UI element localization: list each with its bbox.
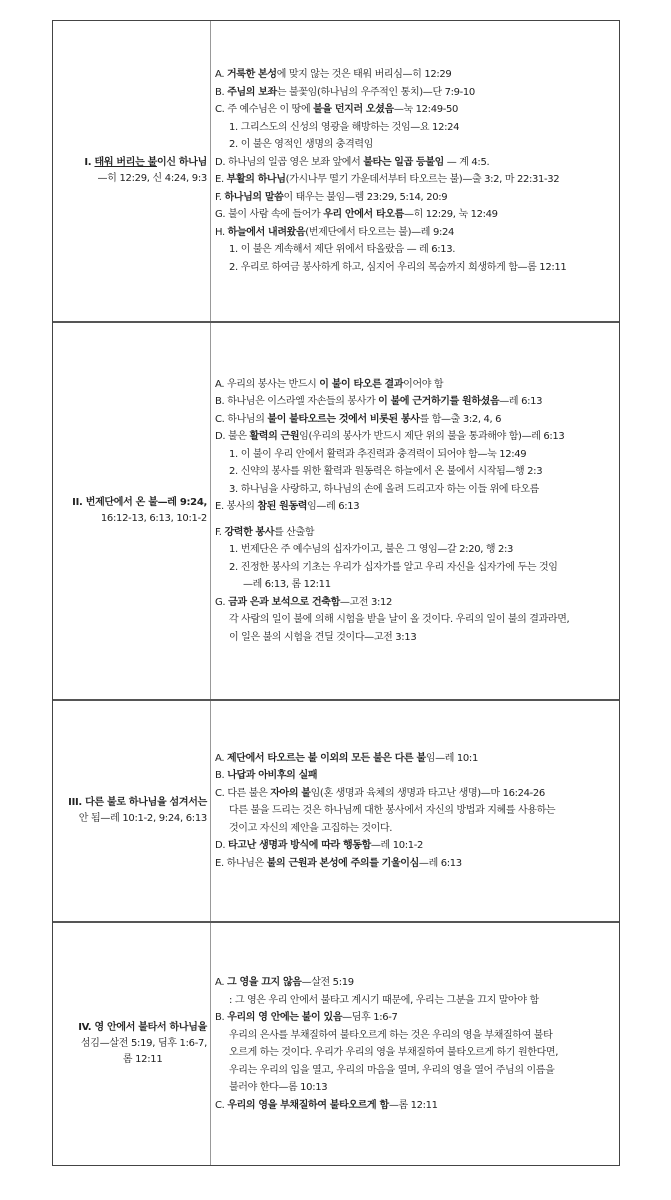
section-heading [68,795,207,827]
item-text: 것이고 자신의 제안을 고집하는 것이다. [229,822,393,834]
item-text: 하나님의 일곱 영은 보좌 앞에서 [228,156,364,168]
item-text: 우리의 은사를 부채질하여 불타오르게 하는 것은 우리의 영을 부채질하여 불타 [229,1029,553,1041]
item-text: 이 불은 계속해서 제단 위에서 타올랐음 — 레 6:13. [240,244,456,255]
item-emphasis: 불타는 일곱 등불임 [363,156,444,168]
outline-continuation [215,802,615,820]
outline-subitem [215,463,615,481]
item-text: 임—레 6:13 [307,501,360,513]
item-text: 다른 불을 드리는 것은 하나님께 대한 봉사에서 자신의 방법과 지혜를 사용하는 [229,805,556,817]
section-row-2 [53,321,619,699]
item-emphasis: 우리 안에서 타오름 [323,209,404,220]
outline-continuation [215,1062,615,1080]
item-label: C. [215,787,225,799]
item-label: 1. [229,244,238,255]
outline-continuation [215,1027,615,1045]
outline-item [215,411,615,429]
outline-item [215,206,615,224]
item-label: H. [215,226,225,238]
outline-item [215,524,615,542]
item-text: 우리로 하여금 봉사하게 하고, 심지어 우리의 목숨까지 희생하게 함—롬 12:11 [240,261,567,273]
item-text: 하나님을 사랑하고, 하나님의 손에 올려 드리고자 하는 이들 위에 타오름 [240,483,539,495]
item-text: —눅 12:49-50 [393,104,458,115]
item-emphasis: 나답과 아비후의 실패 [227,770,318,782]
heading-text: 번제단에서 온 불—레 9:24, [85,497,207,508]
item-text: —레 6:13 [499,396,543,408]
item-text: 불이 사람 속에 들어가 [228,209,324,220]
item-text: —히 12:29, 눅 12:49 [403,209,498,220]
item-label: 2. [229,561,238,573]
section-content-cell [211,323,619,699]
item-label: F. [215,526,222,538]
outline-continuation [215,1079,615,1097]
item-emphasis: 이 불이 타오른 결과 [319,378,404,390]
item-text: 우리는 우리의 입을 열고, 우리의 마음을 열며, 우리의 영을 열어 주님의 이름을 [229,1064,555,1076]
item-label: F. [215,191,222,203]
outline-subitem [215,259,615,277]
item-text: 이 일은 불의 시험을 견딜 것이다—고전 3:13 [229,631,417,643]
section-content-cell [211,701,619,921]
outline-item [215,84,615,102]
item-text: — 계 4:5. [443,156,490,168]
heading-text: 다른 불로 하나님을 섬겨서는 [85,797,207,808]
item-text: 임(우리의 봉사가 반드시 제단 위의 불을 통과해야 함)—레 6:13 [299,431,565,443]
item-emphasis: 참된 원동력 [257,501,308,513]
item-text: 번제단은 주 예수님의 십자가이고, 불은 그 영임—갈 2:20, 행 2:3 [240,544,514,556]
outline-item [215,594,615,612]
outline-item [215,974,615,992]
item-text: —고전 3:12 [339,596,393,608]
item-label: 3. [229,483,238,495]
item-emphasis: 하나님의 말씀 [224,191,284,203]
item-label: E. [215,857,224,869]
outline-item [215,66,615,84]
outline-item [215,1009,615,1027]
section-heading [78,1020,207,1068]
heading-references: —히 12:29, 신 4:24, 9:3 [97,173,207,184]
outline-continuation [215,576,615,594]
section-numeral: III. [68,797,82,808]
item-label: A. [215,69,225,80]
item-label: B. [215,770,225,782]
item-text: 불러야 한다—롬 10:13 [229,1082,328,1093]
item-text: 임—레 10:1 [425,752,478,764]
item-text: —롬 12:11 [388,1099,438,1111]
section-heading-cell [53,21,211,321]
outline-item [215,376,615,394]
item-label: G. [215,596,226,608]
section-heading-cell [53,701,211,921]
heading-text: 이신 하나님 [157,157,207,168]
item-text: 우리의 봉사는 반드시 [227,378,320,390]
outline-continuation [215,611,615,629]
item-label: C. [215,104,225,115]
item-text: 이어야 함 [403,378,444,390]
outline-item [215,189,615,207]
section-content-cell [211,21,619,321]
item-emphasis: 거룩한 본성 [227,69,277,80]
item-text: —레 6:13, 롬 12:11 [243,579,331,591]
outline-continuation [215,820,615,838]
section-row-3 [53,699,619,921]
item-text: —레 6:13 [418,857,462,869]
section-numeral: IV. [78,1022,92,1033]
item-text: 신약의 봉사를 위한 활력과 원동력은 하늘에서 온 불에서 시작됨—행 2:3 [240,466,543,478]
item-label: D. [215,840,226,852]
outline-item [215,837,615,855]
item-label: C. [215,1099,225,1111]
outline-item [215,154,615,172]
item-text: 각 사람의 일이 불에 의해 시험을 받을 날이 올 것이다. 우리의 일이 불의 결과라면, [229,614,570,626]
outline-subitem [215,241,615,259]
item-text: 는 불꽃임(하나님의 우주적인 통치)—단 7:9-10 [276,86,475,98]
outline-item [215,1097,615,1115]
outline-item [215,750,615,768]
item-emphasis: 활력의 근원 [249,431,300,443]
item-text: 그리스도의 신성의 영광을 해방하는 것임—요 12:24 [240,121,460,133]
outline-item [215,171,615,189]
heading-references-continued: 롬 12:11 [122,1054,163,1065]
item-emphasis: 불을 던지러 오셨음 [313,104,394,115]
item-label: A. [215,378,225,390]
item-text: (번제단에서 타오르는 불)—레 9:24 [305,226,455,238]
item-text: 오르게 하는 것이다. 우리가 우리의 영을 부채질하여 불타오르게 하기 원한다면, [229,1047,559,1058]
item-text: (가시나무 떨기 가운데서부터 타오르는 불)—출 3:2, 마 22:31-32 [285,174,560,185]
section-heading [84,155,207,187]
item-label: A. [215,977,225,988]
section-numeral: II. [72,497,83,508]
item-label: 1. [229,121,238,133]
outline-continuation [215,1044,615,1062]
item-text: 이 태우는 불임—렘 23:29, 5:14, 20:9 [283,191,448,203]
item-text: 를 함—출 3:2, 4, 6 [419,413,502,425]
heading-references: 16:12-13, 6:13, 10:1-2 [100,513,207,524]
item-text: 를 산출함 [274,526,315,538]
section-row-4 [53,921,619,1165]
heading-underlined-text: 태워 버리는 불 [94,157,158,168]
outline-continuation [215,992,615,1010]
item-label: 2. [229,139,238,150]
item-text: —레 10:1-2 [370,840,424,852]
item-text: 하나님은 이스라엘 자손들의 봉사가 [227,396,379,408]
outline-subitem [215,119,615,137]
section-heading-cell [53,923,211,1165]
section-heading [72,495,207,527]
item-label: G. [215,209,226,220]
outline-item [215,224,615,242]
heading-references: 안 됨—레 10:1-2, 9:24, 6:13 [78,813,207,824]
outline-item [215,855,615,873]
item-emphasis: 주님의 보좌 [227,86,277,98]
item-emphasis: 타고난 생명과 방식에 따라 행동함 [228,840,371,852]
item-label: 1. [229,448,238,460]
outline-subitem [215,446,615,464]
outline-item [215,101,615,119]
item-label: 2. [229,261,238,273]
item-emphasis: 불의 근원과 본성에 주의를 기울이심 [266,857,419,869]
item-text: 하나님의 [227,413,268,425]
item-emphasis: 우리의 영을 부채질하여 불타오르게 함 [227,1099,389,1111]
item-label: E. [215,501,224,513]
item-label: 2. [229,466,238,478]
item-label: D. [215,431,226,443]
item-emphasis: 불이 불타오르는 것에서 비롯된 봉사 [267,413,420,425]
outline-item [215,428,615,446]
item-label: E. [215,174,224,185]
outline-item [215,767,615,785]
outline-table [52,20,620,1166]
item-emphasis: 하늘에서 내려왔음 [227,226,306,238]
item-text: —살전 5:19 [301,977,354,988]
item-text: 진정한 봉사의 기초는 우리가 십자가를 알고 우리 자신을 십자가에 두는 것임 [240,561,558,573]
outline-item [215,498,615,516]
item-emphasis: 우리의 영 안에는 불이 있음 [227,1012,343,1023]
item-text: 임(혼 생명과 육체의 생명과 타고난 생명)—마 16:24-26 [310,787,545,799]
item-emphasis: 제단에서 타오르는 불 이외의 모든 불은 다른 불 [227,752,426,764]
item-text: 이 불은 영적인 생명의 충격력임 [240,139,374,150]
item-emphasis: 강력한 봉사 [224,526,275,538]
item-label: B. [215,86,225,98]
item-text: 에 맞지 않는 것은 태워 버리심—히 12:29 [276,69,452,80]
item-label: B. [215,1012,225,1023]
outline-subitem [215,481,615,499]
heading-references: 섬김—살전 5:19, 딤후 1:6-7, [80,1038,207,1049]
item-label: B. [215,396,225,408]
item-text: —딤후 1:6-7 [342,1012,398,1023]
outline-item [215,393,615,411]
item-text: 봉사의 [226,501,258,513]
item-emphasis: 자아의 불 [270,787,311,799]
item-emphasis: 그 영을 끄지 않음 [227,977,302,988]
item-text: 다른 불은 [227,787,271,799]
item-emphasis: 이 불에 근거하기를 원하셨음 [378,396,500,408]
section-heading-cell [53,323,211,699]
section-numeral: I. [84,157,92,168]
item-text: 이 불이 우리 안에서 활력과 추진력과 충격력이 되어야 함—눅 12:49 [240,448,527,460]
section-content-cell [211,923,619,1165]
heading-text: 영 안에서 불타서 하나님을 [94,1022,207,1033]
item-label: D. [215,156,226,168]
outline-subitem [215,136,615,154]
item-text: 하나님은 [226,857,267,869]
item-label: A. [215,752,225,764]
item-text: : 그 영은 우리 안에서 불타고 계시기 때문에, 우리는 그분을 끄지 말아야 함 [229,994,539,1006]
outline-continuation [215,629,615,647]
item-label: 1. [229,544,238,556]
section-row-1 [53,21,619,321]
item-text: 주 예수님은 이 땅에 [227,104,314,115]
item-label: C. [215,413,225,425]
outline-item [215,785,615,803]
outline-subitem [215,559,615,577]
item-text: 불은 [228,431,250,443]
outline-subitem [215,541,615,559]
item-emphasis: 부활의 하나님 [226,174,286,185]
item-emphasis: 금과 은과 보석으로 건축함 [228,596,340,608]
